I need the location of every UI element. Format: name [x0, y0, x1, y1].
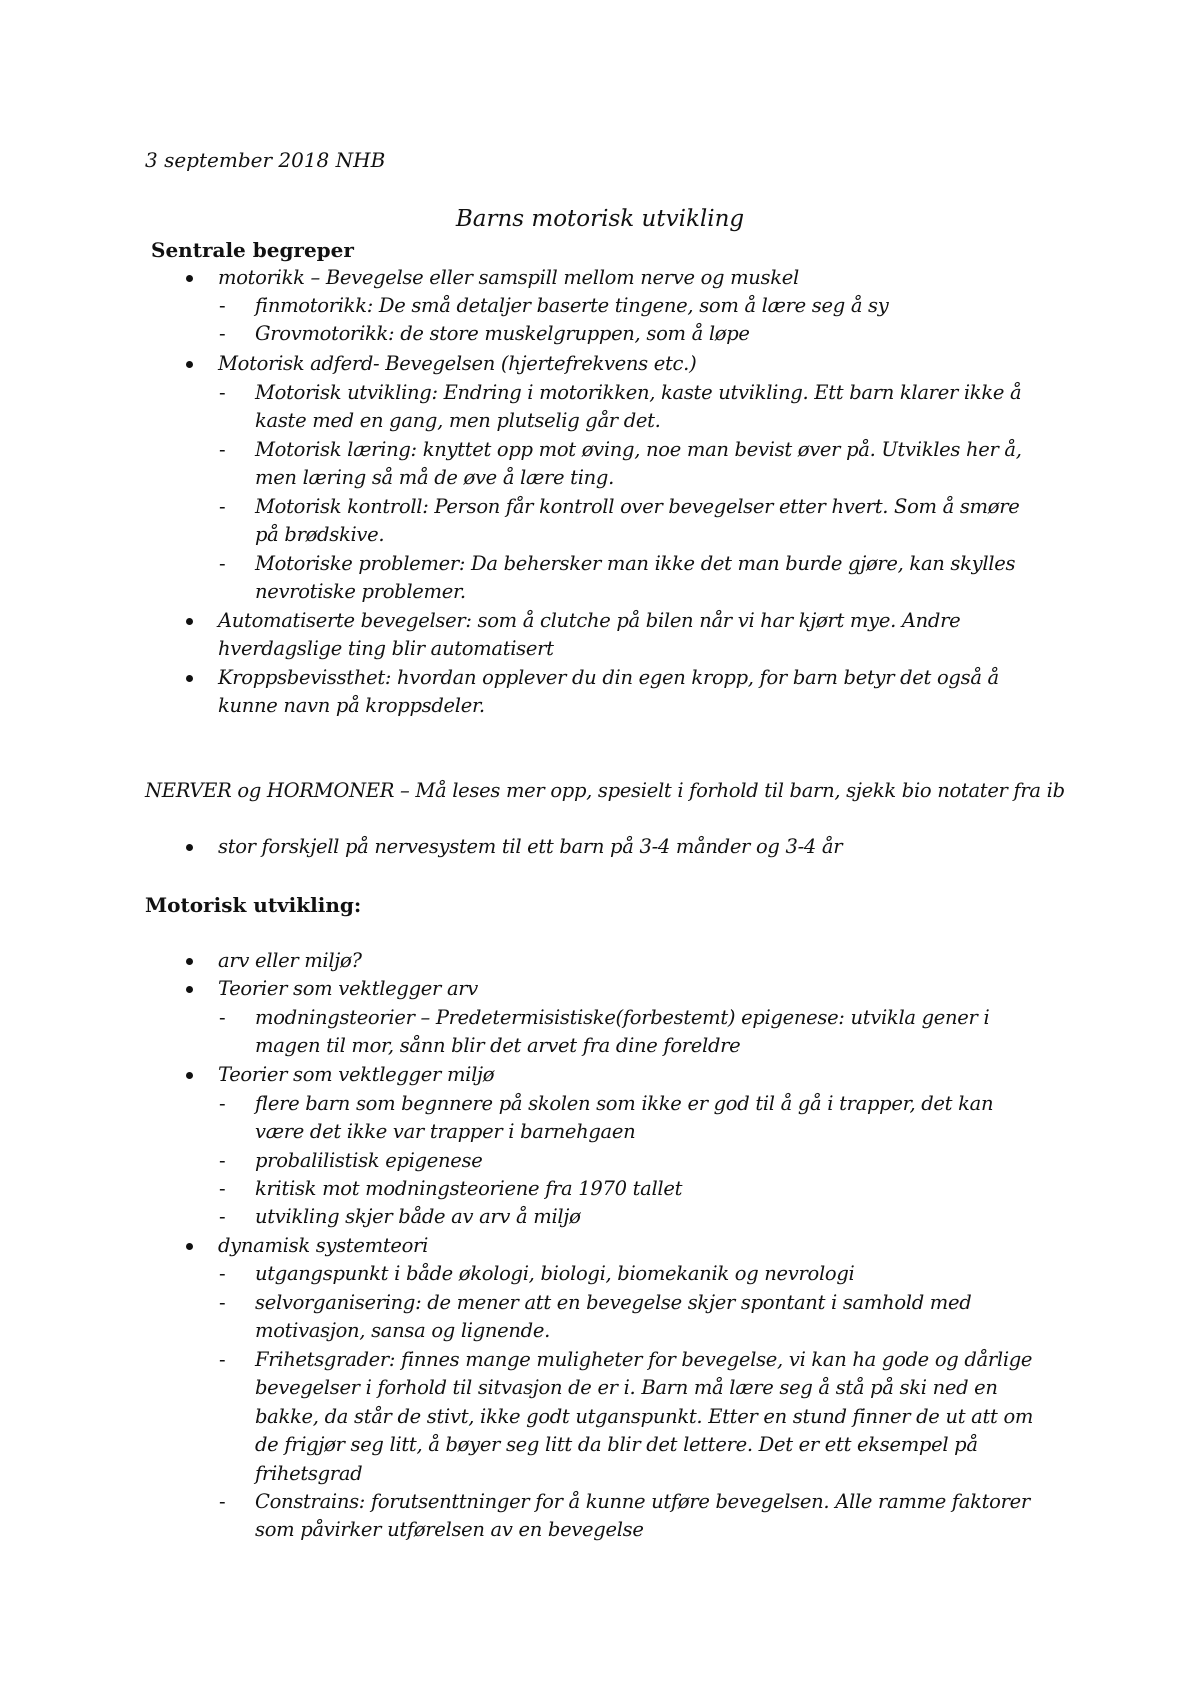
bullet-icon	[186, 1243, 193, 1250]
list-item-line: Motoriske problemer: Da behersker man ikke det man burde gjøre, kan skylles	[255, 552, 1016, 575]
list-item-line: Motorisk læring: knyttet opp mot øving, noe man bevist øver på. Utvikles her å,	[255, 438, 1022, 461]
bullet-icon	[186, 618, 193, 625]
bullet-icon	[186, 1072, 193, 1079]
list-item-line: magen til mor, sånn blir det arvet fra dine foreldre	[255, 1034, 741, 1057]
list-item: kritisk mot modningsteoriene fra 1970 tallet	[255, 1177, 683, 1200]
list-item-line: frihetsgrad	[255, 1462, 363, 1485]
list-item-line: Motorisk kontroll: Person får kontroll over bevegelser etter hvert. Som å smøre	[255, 495, 1020, 518]
list-item-line: nevrotiske problemer.	[255, 580, 466, 603]
document-date: 3 september 2018 NHB	[145, 148, 386, 172]
list-item-line: Automatiserte bevegelser: som å clutche på bilen når vi har kjørt mye. Andre	[218, 609, 961, 632]
dash-icon: -	[219, 322, 226, 345]
list-item: probalilistisk epigenese	[255, 1149, 483, 1172]
list-item-line: selvorganisering: de mener att en bevegelse skjer spontant i samhold med	[255, 1291, 972, 1314]
list-item-line: hverdagslige ting blir automatisert	[218, 637, 554, 660]
document-title: Barns motorisk utvikling	[455, 206, 745, 232]
list-item: utgangspunkt i både økologi, biologi, biomekanik og nevrologi	[255, 1262, 855, 1285]
list-item: stor forskjell på nervesystem til ett barn på 3-4 månder og 3-4 år	[218, 835, 843, 858]
dash-icon: -	[219, 1262, 226, 1285]
list-item-line: modningsteorier – Predetermisistiske(forbestemt) epigenese: utvikla gener i	[255, 1006, 990, 1029]
list-item-line: Kroppsbevissthet: hvordan opplever du din egen kropp, for barn betyr det også å	[218, 666, 999, 689]
dash-icon: -	[219, 1291, 226, 1314]
list-item: Motorisk adferd- Bevegelsen (hjertefrekvens etc.)	[218, 352, 697, 375]
list-item: motorikk – Bevegelse eller samspill mellom nerve og muskel	[218, 266, 799, 289]
list-item: arv eller miljø?	[218, 949, 362, 972]
dash-icon: -	[219, 1149, 226, 1172]
list-item-line: de frigjør seg litt, å bøyer seg litt da blir det lettere. Det er ett eksempel på	[255, 1433, 978, 1456]
list-item-line: bakke, da står de stivt, ikke godt utganspunkt. Etter en stund finner de ut att om	[255, 1405, 1034, 1428]
list-item-line: Motorisk utvikling: Endring i motorikken, kaste utvikling. Ett barn klarer ikke å	[255, 381, 1022, 404]
bullet-icon	[186, 275, 193, 282]
dash-icon: -	[219, 381, 226, 404]
bullet-icon	[186, 844, 193, 851]
bullet-icon	[186, 361, 193, 368]
dash-icon: -	[219, 1348, 226, 1371]
list-item: utvikling skjer både av arv å miljø	[255, 1205, 581, 1228]
section-heading-motorisk-utvikling: Motorisk utvikling:	[145, 893, 362, 917]
bullet-icon	[186, 986, 193, 993]
list-item: dynamisk systemteori	[218, 1234, 429, 1257]
nerver-hormoner-note: NERVER og HORMONER – Må leses mer opp, spesielt i forhold til barn, sjekk bio notater fra ib	[145, 779, 1065, 802]
section-heading-sentrale-begreper: Sentrale begreper	[151, 238, 354, 262]
list-item: finmotorikk: De små detaljer baserte tingene, som å lære seg å sy	[255, 294, 889, 317]
dash-icon: -	[219, 1490, 226, 1513]
dash-icon: -	[219, 294, 226, 317]
list-item-line: men læring så må de øve å lære ting.	[255, 466, 614, 489]
list-item-line: motivasjon, sansa og lignende.	[255, 1319, 550, 1342]
bullet-icon	[186, 958, 193, 965]
dash-icon: -	[219, 438, 226, 461]
list-item: Teorier som vektlegger miljø	[218, 1063, 495, 1086]
list-item: Teorier som vektlegger arv	[218, 977, 479, 1000]
list-item-line: på brødskive.	[255, 523, 385, 546]
dash-icon: -	[219, 495, 226, 518]
list-item-line: kaste med en gang, men plutselig går det.	[255, 409, 661, 432]
list-item-line: Constrains: forutsenttninger for å kunne utføre bevegelsen. Alle ramme faktorer	[255, 1490, 1030, 1513]
bullet-icon	[186, 675, 193, 682]
list-item-line: kunne navn på kroppsdeler.	[218, 694, 485, 717]
dash-icon: -	[219, 1177, 226, 1200]
list-item-line: Frihetsgrader: finnes mange muligheter for bevegelse, vi kan ha gode og dårlige	[255, 1348, 1033, 1371]
dash-icon: -	[219, 552, 226, 575]
list-item: Grovmotorikk: de store muskelgruppen, som å løpe	[255, 322, 750, 345]
list-item-line: som påvirker utførelsen av en bevegelse	[255, 1518, 644, 1541]
dash-icon: -	[219, 1006, 226, 1029]
list-item-line: flere barn som begnnere på skolen som ikke er god til å gå i trapper, det kan	[255, 1092, 994, 1115]
list-item-line: være det ikke var trapper i barnehgaen	[255, 1120, 636, 1143]
dash-icon: -	[219, 1205, 226, 1228]
dash-icon: -	[219, 1092, 226, 1115]
list-item-line: bevegelser i forhold til sitvasjon de er i. Barn må lære seg å stå på ski ned en	[255, 1376, 998, 1399]
